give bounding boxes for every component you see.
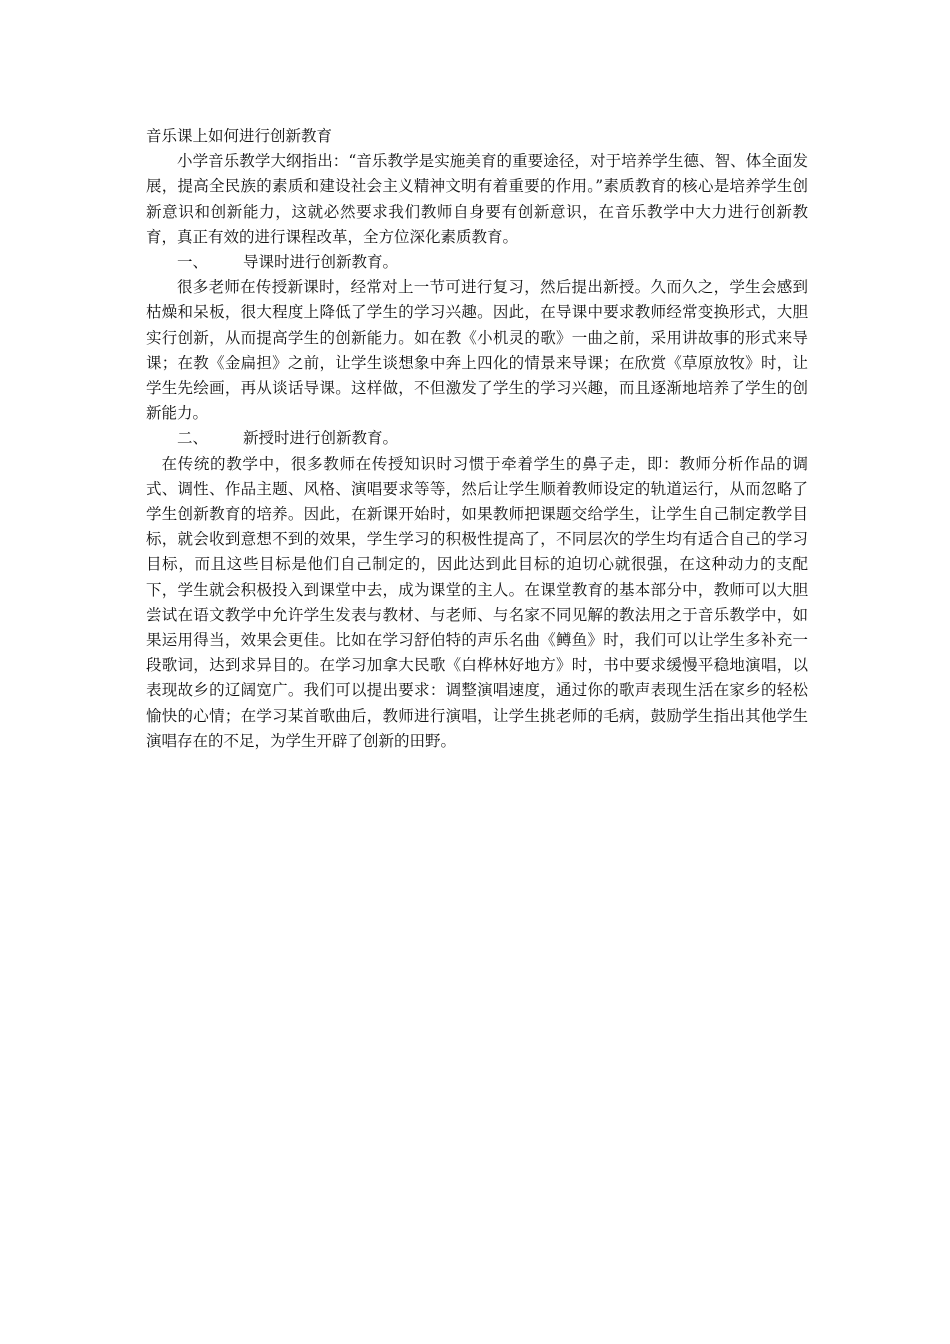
- section-heading-1: [146, 250, 808, 275]
- section-title-1: 导课时进行创新教育。: [243, 253, 399, 272]
- section-2-paragraph: 在传统的教学中，很多教师在传授知识时习惯于牵着学生的鼻子走，即：教师分析作品的调式、调性、作品主题、风格、演唱要求等等，然后让学生顺着教师设定的轨道运行，从而忽略了学生创新教育的培养。因此，在新课开始时，如果教师把课题交给学生，让学生自己制定教学目标，就会收到意想不到的效果，学生学习的积极性提高了，不同层次的学生均有适合自己的学习目标，而且这些目标是他们自己制定的，因此达到此目标的迫切心就很强，在这种动力的支配下，学生就会积极投入到课堂中去，成为课堂的主人。在课堂教育的基本部分中，教师可以大胆尝试在语文教学中允许学生发表与教材、与老师、与名家不同见解的教法用之于音乐教学中，如果运用得当，效果会更佳。比如在学习舒伯特的声乐名曲《鳟鱼》时，我们可以让学生多补充一段歌词，达到求异目的。在学习加拿大民歌《白桦林好地方》时，书中要求缓慢平稳地演唱，以表现故乡的辽阔宽广。我们可以提出要求：调整演唱速度，通过你的歌声表现生活在家乡的轻松愉快的心情；在学习某首歌曲后，教师进行演唱，让学生挑老师的毛病，鼓励学生指出其他学生演唱存在的不足，为学生开辟了创新的田野。: [146, 454, 808, 750]
- document-body: [146, 124, 808, 754]
- section-1-paragraph: 很多老师在传授新课时，经常对上一节可进行复习，然后提出新授。久而久之，学生会感到枯燥和呆板，很大程度上降低了学生的学习兴趣。因此，在导课中要求教师经常变换形式，大胆实行创新，从而提高学生的创新能力。如在教《小机灵的歌》一曲之前，采用讲故事的形式来导课；在教《金扁担》之前，让学生谈想象中奔上四化的情景来导课；在欣赏《草原放牧》时，让学生先绘画，再从谈话导课。这样做，不但激发了学生的学习兴趣，而且逐渐地培养了学生的创新能力。: [146, 278, 808, 423]
- section-title-2: 新授时进行创新教育。: [243, 429, 399, 448]
- section-heading-2: [146, 426, 808, 451]
- section-number-1: 一、: [177, 253, 209, 272]
- document-title: 音乐课上如何进行创新教育: [146, 127, 333, 145]
- section-number-2: 二、: [177, 429, 209, 448]
- intro-paragraph: 小学音乐教学大纲指出：“音乐教学是实施美育的重要途径，对于培养学生德、智、体全面发展，提高全民族的素质和建设社会主义精神文明有着重要的作用。”素质教育的核心是培养学生创新意识和创新能力，这就必然要求我们教师自身要有创新意识，在音乐教学中大力进行创新教育，真正有效的进行课程改革，全方位深化素质教育。: [146, 152, 808, 246]
